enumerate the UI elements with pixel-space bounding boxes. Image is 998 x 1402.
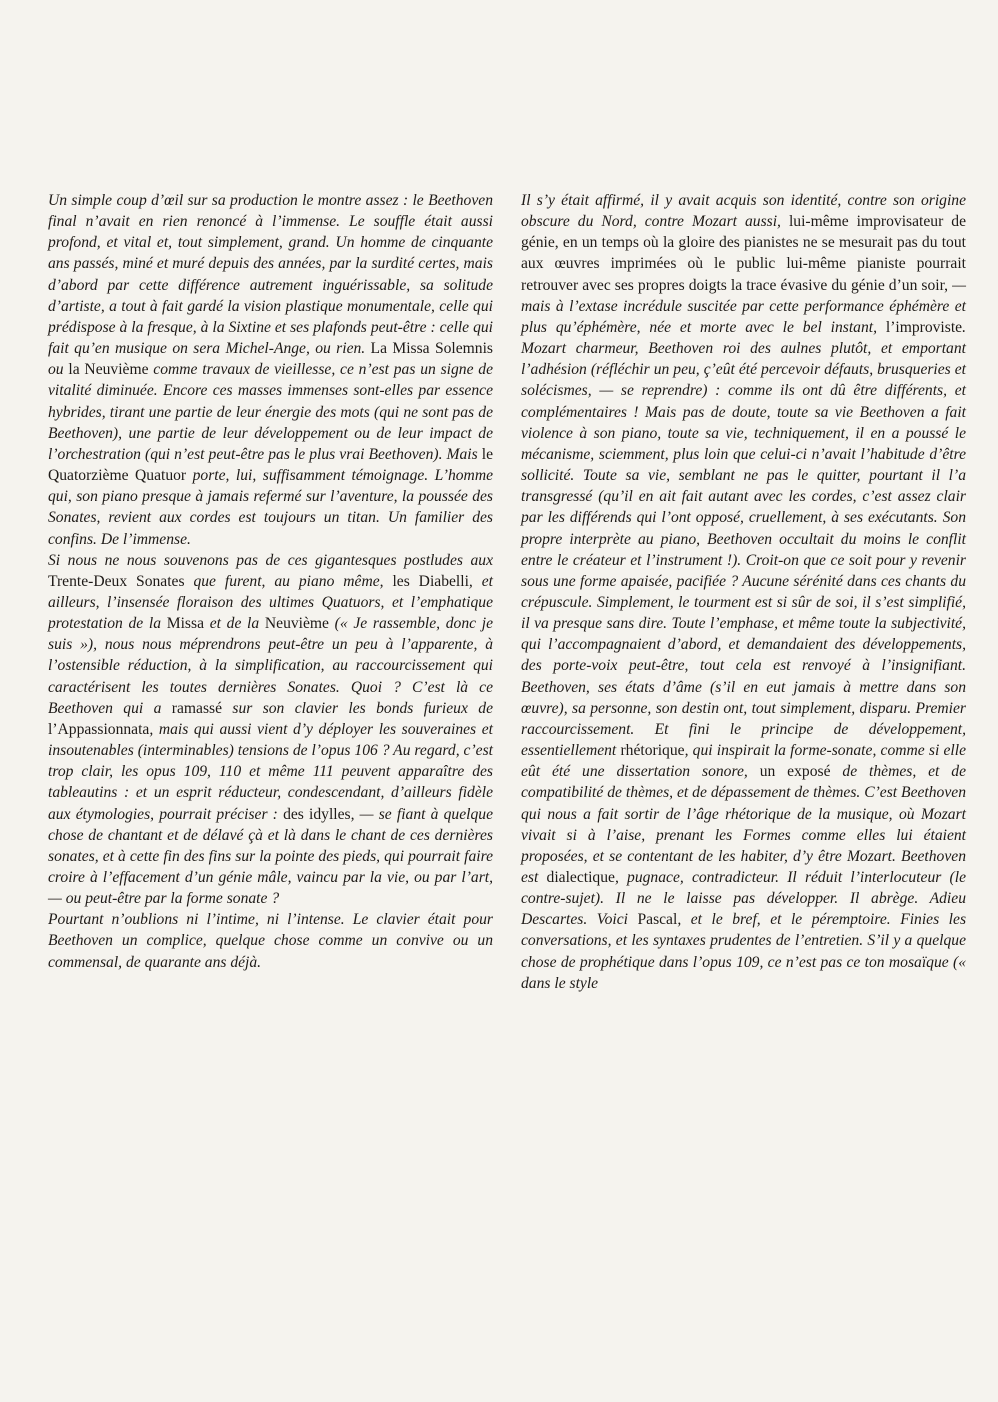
text-run: , mais qui aussi vient d’y déployer les souveraines et insoutenables (interminables) tensions de l’opus 106 ? Au regard, c’est trop clair, les opus 109, 110 et même 111 peuvent apparaître des tableautins : et un esprit réducteur, condescendant, d’ailleurs fidèle aux étymologies, pourrait préciser :	[48, 720, 493, 823]
paragraph	[48, 550, 493, 910]
paragraph	[48, 190, 493, 550]
text-run: de thèmes, et de compatibilité de thèmes, et de dépassement de thèmes. C’est Beethoven qui nous a fait sortir de l’âge rhétorique de la musique, où Mozart vivait si à l’aise, prenant les Formes comme elles lui étaient proposées, et se contentant de les habiter, d’y être Mozart. Beethoven est	[521, 763, 967, 886]
text-run: le Quatorzième Quatuor	[48, 445, 493, 485]
text-run: , et ailleurs, l’insensée floraison des ultimes Quatuors, et l’emphatique protestation de la	[48, 572, 493, 633]
text-run: ou	[48, 361, 69, 379]
text-run: Pascal	[637, 911, 678, 929]
text-run: un exposé	[759, 763, 831, 781]
text-run: l’improviste	[885, 318, 963, 336]
text-run: les Diabelli	[392, 572, 469, 590]
text-run: ramassé	[171, 699, 223, 717]
text-run: que furent, au piano même,	[184, 572, 393, 590]
text-run: porte, lui, suffisamment témoignage. L’homme qui, son piano presque à jamais refermé sur l’aventure, la poussée des Sonates, revient aux cordes est toujours un titan. Un familier des confins. De l’immense.	[48, 467, 493, 548]
text-run: , qui inspirait la forme-sonate, comme si elle eût été une dissertation sonore,	[521, 742, 966, 781]
paragraph	[48, 909, 493, 972]
text-run: — mais à l’extase incrédule suscitée par cette performance éphémère et plus qu’éphémère, née et morte avec le bel instant,	[521, 276, 967, 336]
text-run: Neuvième	[264, 615, 329, 633]
text-run: comme travaux de vieillesse, ce n’est pas un signe de vitalité diminuée. Encore ces masses immenses sont-elles par essence hybrides, tirant une partie de leur énergie des mots (qui ne sont pas de Beethoven), une partie de leur développement ou de leur impact de l’orchestration (qui n’est peut-être pas le plus vrai Beethoven). Mais	[48, 361, 494, 463]
left-text-column	[48, 190, 493, 973]
text-run: la Neuvième	[68, 361, 149, 379]
text-run: Si nous ne nous souvenons pas de ces gigantesques postludes aux	[48, 551, 493, 569]
text-run: dialectique	[546, 869, 615, 886]
text-run: Pourtant n’oublions ni l’intime, ni l’intense. Le clavier était pour Beethoven un complice, quelque chose comme un convive ou un commensal, de quarante ans déjà.	[48, 911, 493, 971]
text-run: , — se fiant à quelque chose de chantant et de délavé çà et là dans le chant de ces dernières sonates, et à cette fin des fins sur la pointe des pieds, qui pourrait faire croire à l’effacement d’un génie mâle, vaincu par la vie, ou par l’art, — ou peut-être par la forme sonate ?	[48, 805, 493, 908]
paragraph	[521, 190, 966, 994]
right-text-column	[521, 190, 966, 994]
text-run: sur son clavier les bonds furieux de	[222, 699, 493, 717]
text-run: rhétorique	[620, 742, 685, 760]
text-run: Trente-Deux Sonates	[48, 572, 185, 590]
text-run: Missa	[166, 615, 204, 633]
text-run: (« Je rassemble, donc je suis »), nous nous méprendrons peut-être un peu à l’apparente, à l’ostensible réduction, à la simplification, au raccourcissement qui caractérisent les toutes dernières Sonates. Quoi ? C’est là ce Beethoven qui a	[48, 615, 493, 717]
text-run: . Mozart charmeur, Beethoven roi des aulnes plutôt, et emportant l’adhésion (réfléchir un peu, ç’eût été percevoir défauts, brusqueries et solécismes, — se reprendre) : comme ils ont dû être différents, et complémentaires ! Mais pas de doute, toute sa vie Beethoven a fait violence à son piano, toute sa vie, techniquement, il en a poussé le mécanisme, sciemment, plus loin que celui-ci n’avait l’habitude d’être sollicité. Toute sa vie, semblant ne pas le quitter, pourtant il l’a transgressé (qu’il en ait fait autant avec les cordes, c’est assez clair par les différends qui l’ont opposé, cruellement, à ses exécutants. Son propre interprète au piano, Beethoven occultait du moins le conflit entre le créateur et l’instrument !). Croit-on que ce soit pour y revenir sous une forme apaisée, pacifiée ? Aucune sérénité dans ces chants du crépuscule. Simplement, le tourment est si sûr de soi, il s’est simplifié, il va presque sans dire. Toute l’emphase, et même toute la subjectivité, qui l’accompagnaient d’abord, et demandaient des développements, des porte-voix peut-être, tout cela est renvoyé à l’insignifiant. Beethoven, ses états d’âme (s’il en eut jamais à mettre dans son œuvre), sa personne, son destin ont, tout simplement, disparu. Premier raccourcissement. Et fini le principe de développement, essentiellement	[521, 318, 966, 760]
text-run: Il s’y était affirmé, il y avait acquis son identité, contre son origine obscure du Nord, contre Mozart aussi,	[521, 192, 966, 231]
text-run: et de la	[204, 615, 265, 633]
text-run: lui-même improvisateur de génie, en un temps où la gloire des pianistes ne se mesurait pas du tout aux œuvres imprimées où le public lui-même pianiste pourrait retrouver avec ses propres doigts la trace évasive du génie d’un soir,	[521, 213, 966, 294]
text-run: La Missa Solemnis	[370, 340, 493, 358]
text-run: , et le bref, et le péremptoire. Finies les conversations, et les syntaxes prudentes de l’entretien. S’il y a quelque chose de prophétique dans l’opus 109, ce n’est pas ce ton mosaïque (« dans le style	[521, 911, 967, 992]
text-run: , pugnace, contradicteur. Il réduit l’interlocuteur (le contre-sujet). Il ne le laisse pas développer. Il abrège. Adieu Descartes. Voici	[521, 869, 966, 929]
text-run: l’Appassionnata	[48, 720, 150, 738]
text-run: des idylles	[283, 805, 351, 823]
text-run: Un simple coup d’œil sur sa production le montre assez : le Beethoven final n’avait en rien renoncé à l’immense. Le souffle était aussi profond, et vital et, tout simplement, grand. Un homme de cinquante ans passés, miné et muré depuis des années, par la surdité certes, mais d’abord par cette différence autrement inguérissable, sa solitude d’artiste, a tout à fait gardé la vision plastique monumentale, celle qui prédispose à la fresque, à la Sixtine et ses plafonds peut-être : celle qui fait qu’en musique on sera Michel-Ange, ou rien.	[48, 192, 493, 358]
